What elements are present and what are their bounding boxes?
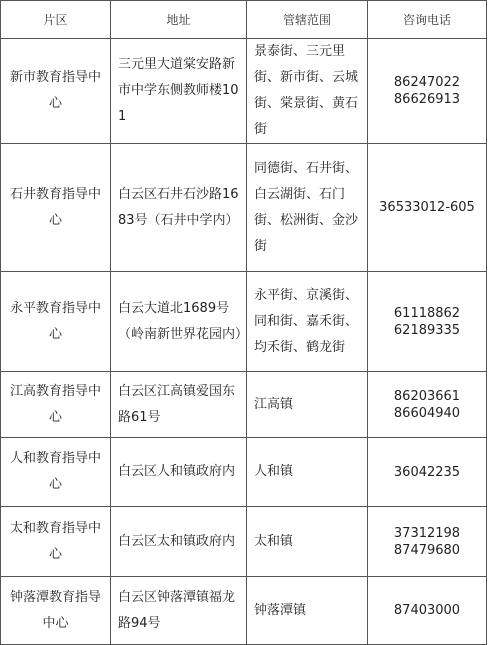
phone-cell	[368, 372, 487, 438]
phone-number: 61118862	[393, 305, 461, 321]
district-cell: 江高教育指导中心	[1, 372, 111, 438]
phone-cell	[368, 39, 487, 144]
address-cell: 白云区石井石沙路1683号（石井中学内）	[111, 144, 247, 272]
header-district: 片区	[1, 1, 111, 39]
district-cell: 石井教育指导中心	[1, 144, 111, 272]
address-cell: 白云区太和镇政府内	[111, 507, 247, 577]
address-cell: 白云大道北1689号（岭南新世界花园内）	[111, 272, 247, 372]
scope-cell: 江高镇	[247, 372, 368, 438]
phone-number: 37312198	[393, 525, 461, 541]
header-row	[1, 1, 487, 39]
phone-number: 87403000	[393, 603, 461, 618]
phone-number: 86247022	[393, 75, 461, 90]
header-scope: 管辖范围	[247, 1, 368, 39]
phone-number: 36533012-605	[379, 200, 475, 215]
phone-cell	[368, 577, 487, 645]
district-cell: 人和教育指导中心	[1, 438, 111, 507]
scope-cell: 人和镇	[247, 438, 368, 507]
district-cell: 新市教育指导中心	[1, 39, 111, 144]
phone-number: 86203661	[393, 388, 461, 404]
header-phone: 咨询电话	[368, 1, 487, 39]
address-cell: 三元里大道棠安路新市中学东侧教师楼101	[111, 39, 247, 144]
scope-cell: 同德街、石井街、白云湖街、石门街、松洲街、金沙街	[247, 144, 368, 272]
phone-number: 86626913	[393, 92, 461, 107]
phone-number: 36042235	[393, 464, 461, 480]
address-cell: 白云区钟落潭镇福龙路94号	[111, 577, 247, 645]
table-row	[1, 39, 487, 144]
phone-number: 86604940	[393, 405, 461, 421]
phone-number: 87479680	[393, 542, 461, 558]
table-row	[1, 507, 487, 577]
address-cell: 白云区人和镇政府内	[111, 438, 247, 507]
scope-cell: 永平街、京溪街、同和街、嘉禾街、均禾街、鹤龙街	[247, 272, 368, 372]
district-cell: 太和教育指导中心	[1, 507, 111, 577]
table-row	[1, 144, 487, 272]
table-row	[1, 372, 487, 438]
scope-cell: 景泰街、三元里街、新市街、云城街、棠景街、黄石街	[247, 39, 368, 144]
table-row	[1, 577, 487, 645]
header-address: 地址	[111, 1, 247, 39]
scope-cell: 钟落潭镇	[247, 577, 368, 645]
address-cell: 白云区江高镇爱国东路61号	[111, 372, 247, 438]
phone-cell	[368, 507, 487, 577]
table-row	[1, 438, 487, 507]
district-cell: 钟落潭教育指导中心	[1, 577, 111, 645]
phone-cell	[368, 272, 487, 372]
phone-cell	[368, 144, 487, 272]
table-row	[1, 272, 487, 372]
phone-cell	[368, 438, 487, 507]
district-cell: 永平教育指导中心	[1, 272, 111, 372]
scope-cell: 太和镇	[247, 507, 368, 577]
phone-number: 62189335	[393, 322, 461, 338]
